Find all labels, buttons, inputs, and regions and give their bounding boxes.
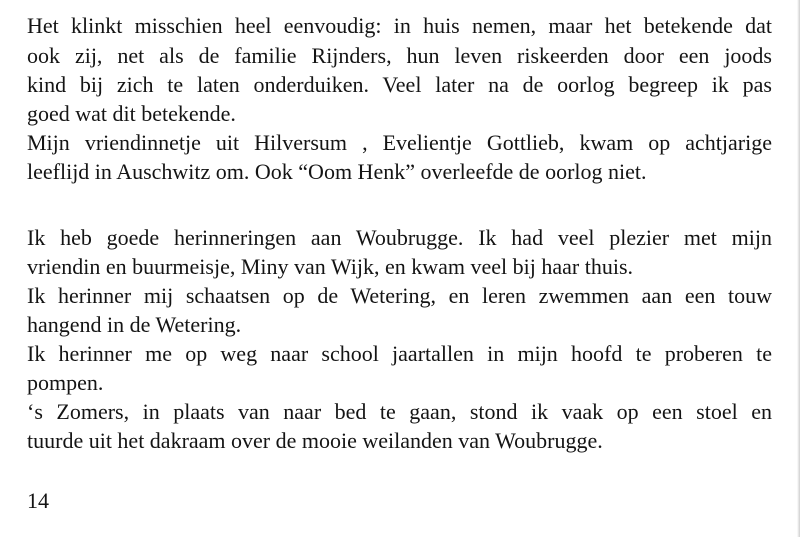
page-number: 14 (27, 488, 49, 513)
text-line: vriendin en buurmeisje, Miny van Wijk, en kwam veel bij haar thuis. (27, 254, 634, 279)
text-line: hangend in de Wetering. (27, 312, 242, 337)
text-line: goed wat dit betekende. (27, 101, 236, 126)
text-line: tuurde uit het dakraam over de mooie weilanden van Woubrugge. (27, 428, 603, 453)
text-line: pompen. (27, 370, 104, 395)
text-line: ook zij, net als de familie Rijnders, hun leven riskeerden door een joods (27, 43, 772, 68)
text-line: ‘s Zomers, in plaats van naar bed te gaan, stond ik vaak op een stoel en (27, 399, 772, 424)
text-line: leeflijd in Auschwitz om. Ook “Oom Henk” overleefde de oorlog niet. (27, 159, 647, 184)
text-line: Ik herinner mij schaatsen op de Wetering, en leren zwemmen aan een touw (27, 283, 772, 308)
text-line: Ik heb goede herinneringen aan Woubrugge. Ik had veel plezier met mijn (27, 225, 772, 250)
text-line: Mijn vriendinnetje uit Hilversum , Evelientje Gottlieb, kwam op achtjarige (27, 130, 772, 155)
text-line: Het klinkt misschien heel eenvoudig: in huis nemen, maar het betekende dat (27, 13, 772, 38)
text-line: Ik herinner me op weg naar school jaartallen in mijn hoofd te proberen te (27, 341, 772, 366)
text-line: kind bij zich te laten onderduiken. Veel later na de oorlog begreep ik pas (27, 72, 772, 97)
